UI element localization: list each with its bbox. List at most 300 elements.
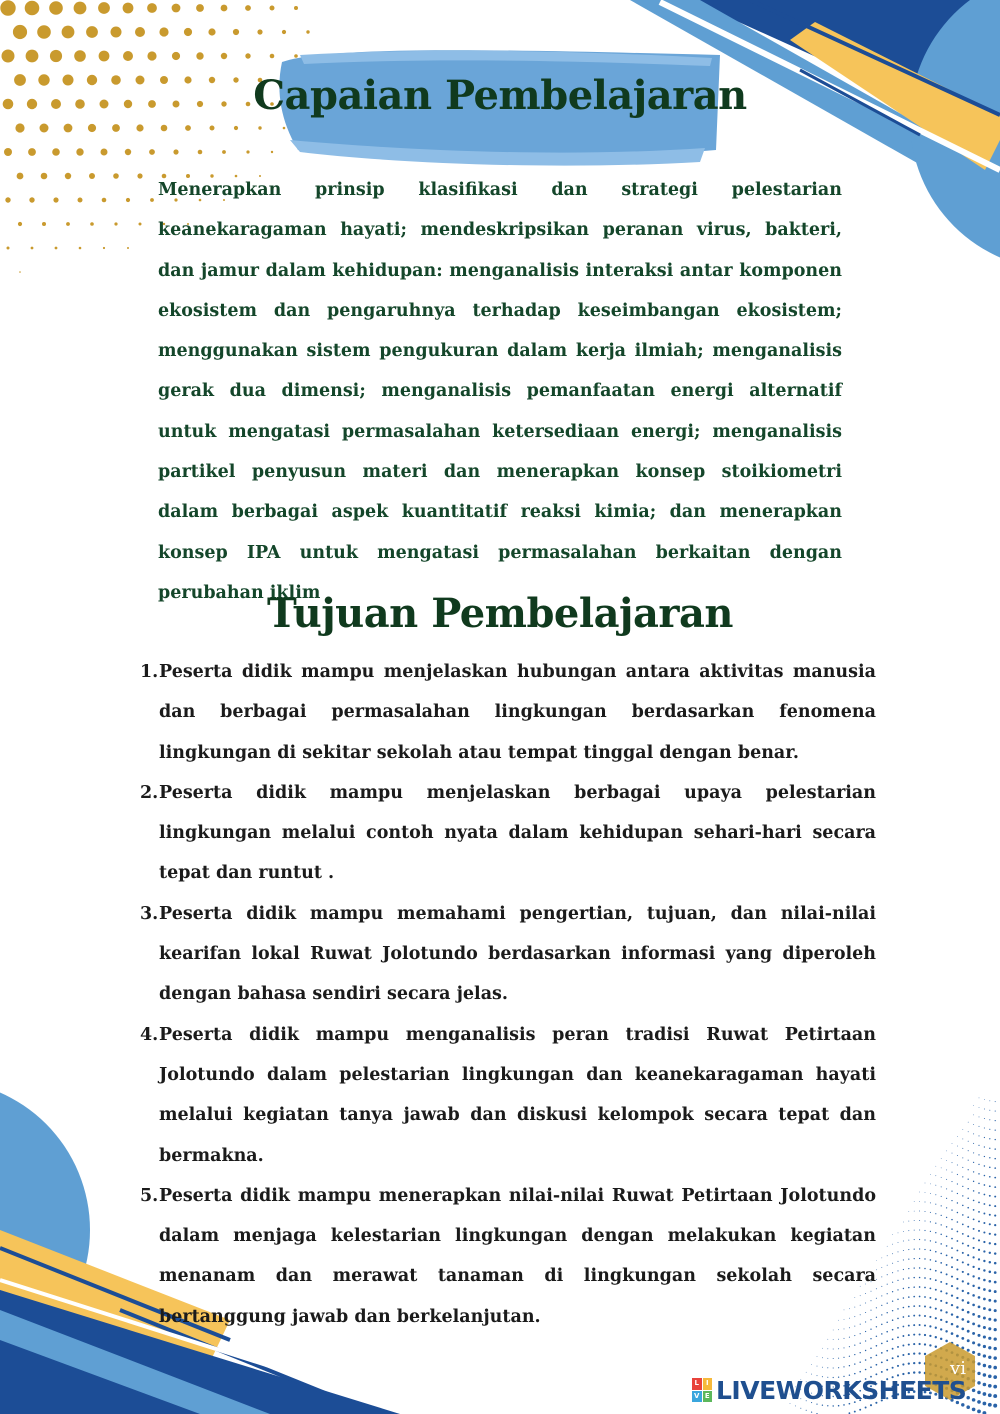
gold-dot — [101, 149, 108, 156]
blue-dot — [989, 1138, 990, 1139]
blue-dot — [988, 1375, 992, 1379]
blue-dot — [860, 1343, 861, 1344]
blue-dot — [940, 1243, 942, 1245]
capaian-title: Capaian Pembelajaran — [253, 72, 747, 119]
gold-dot — [161, 125, 168, 132]
tujuan-item — [140, 652, 876, 773]
blue-dot — [968, 1160, 969, 1161]
blue-dot — [908, 1334, 910, 1336]
blue-dot — [914, 1211, 915, 1212]
blue-dot — [946, 1245, 948, 1247]
blue-dot — [935, 1308, 937, 1310]
blue-dot — [993, 1394, 997, 1398]
blue-dot — [962, 1148, 963, 1149]
blue-dot — [887, 1265, 888, 1266]
blue-dot — [978, 1154, 979, 1155]
blue-dot — [988, 1384, 992, 1388]
blue-dot — [994, 1347, 997, 1350]
blue-dot — [897, 1355, 899, 1357]
blue-dot — [962, 1252, 964, 1254]
tujuan-item — [140, 1015, 876, 1176]
blue-dot — [941, 1224, 942, 1225]
blue-dot — [946, 1264, 948, 1266]
blue-dot — [881, 1362, 883, 1364]
blue-dot — [881, 1352, 883, 1354]
cube-letter: L — [692, 1378, 702, 1390]
blue-dot — [913, 1296, 915, 1298]
blue-dot — [988, 1318, 991, 1321]
blue-dot — [925, 1183, 926, 1184]
blue-dot — [967, 1197, 969, 1199]
blue-dot — [962, 1224, 964, 1226]
blue-dot — [822, 1357, 823, 1358]
blue-dot — [903, 1326, 905, 1328]
blue-dot — [962, 1186, 963, 1187]
blue-dot — [919, 1267, 920, 1268]
blue-dot — [983, 1373, 986, 1376]
blue-dot — [988, 1308, 991, 1311]
blue-dot — [978, 1324, 981, 1327]
blue-dot — [897, 1280, 898, 1281]
blue-dot — [870, 1338, 871, 1339]
blue-dot — [892, 1301, 893, 1302]
blue-dot — [951, 1191, 952, 1192]
blue-dot — [946, 1226, 947, 1227]
liveworksheets-wordmark: LIVEWORKSHEETS — [716, 1375, 967, 1405]
blue-dot — [956, 1250, 958, 1252]
blue-dot — [843, 1366, 844, 1367]
blue-dot — [966, 1405, 970, 1409]
gold-dot — [196, 52, 203, 59]
blue-dot — [935, 1241, 936, 1242]
blue-dot — [983, 1222, 985, 1224]
blue-dot — [918, 1352, 920, 1354]
blue-dot — [946, 1236, 948, 1238]
blue-dot — [972, 1332, 975, 1335]
blue-dot — [919, 1220, 920, 1221]
blue-dot — [967, 1320, 970, 1323]
blue-dot — [968, 1150, 969, 1151]
blue-dot — [941, 1205, 942, 1206]
blue-dot — [892, 1348, 894, 1350]
blue-dot — [962, 1261, 964, 1263]
blue-dot — [962, 1176, 963, 1177]
blue-dot — [989, 1157, 990, 1158]
blue-dot — [892, 1367, 894, 1369]
blue-dot — [972, 1389, 975, 1392]
blue-dot — [914, 1249, 915, 1250]
blue-dot — [860, 1352, 861, 1353]
gold-dot — [147, 51, 156, 60]
blue-dot — [978, 1230, 980, 1232]
blue-dot — [957, 1202, 958, 1203]
blue-dot — [977, 1381, 980, 1384]
blue-dot — [984, 1127, 985, 1128]
blue-dot — [827, 1339, 828, 1340]
blue-dot — [989, 1167, 991, 1169]
gold-dot — [90, 222, 94, 226]
blue-dot — [983, 1203, 985, 1205]
blue-dot — [977, 1334, 980, 1337]
gold-dot — [28, 148, 36, 156]
blue-dot — [924, 1324, 926, 1326]
gold-dot — [221, 5, 228, 12]
blue-dot — [849, 1365, 850, 1366]
item-number: 1. — [140, 662, 159, 682]
gold-dot — [19, 271, 21, 273]
gold-dot — [137, 173, 142, 178]
gold-dot — [29, 197, 34, 202]
blue-dot — [967, 1216, 969, 1218]
gold-dot — [41, 173, 48, 180]
blue-dot — [908, 1362, 910, 1364]
blue-dot — [903, 1316, 905, 1318]
blue-dot — [924, 1334, 926, 1336]
blue-dot — [849, 1346, 850, 1347]
gold-dot — [135, 27, 145, 37]
blue-dot — [881, 1258, 882, 1259]
blue-dot — [924, 1353, 926, 1355]
blue-dot — [973, 1143, 974, 1144]
blue-dot — [876, 1345, 878, 1347]
blue-dot — [892, 1329, 894, 1331]
blue-dot — [972, 1266, 974, 1268]
gold-dot — [42, 222, 46, 226]
liveworksheets-logo[interactable] — [692, 1370, 966, 1410]
blue-dot — [956, 1306, 958, 1308]
blue-dot — [946, 1283, 948, 1285]
blue-dot — [913, 1362, 915, 1364]
blue-dot — [993, 1356, 996, 1359]
gold-dot — [127, 247, 129, 249]
gold-dot — [66, 222, 70, 226]
gold-dot — [4, 148, 12, 156]
blue-dot — [968, 1169, 969, 1170]
blue-dot — [962, 1195, 963, 1196]
blue-dot — [978, 1211, 980, 1213]
blue-dot — [972, 1313, 975, 1316]
blue-dot — [967, 1330, 970, 1333]
blue-dot — [881, 1324, 882, 1325]
blue-dot — [989, 1252, 991, 1254]
blue-dot — [989, 1100, 990, 1101]
blue-dot — [886, 1340, 888, 1342]
tujuan-item — [140, 1176, 876, 1337]
tujuan-item — [140, 773, 876, 894]
blue-dot — [989, 1204, 991, 1206]
gold-dot — [111, 27, 122, 38]
blue-dot — [978, 1220, 980, 1222]
blue-dot — [898, 1233, 899, 1234]
gold-dot — [208, 28, 215, 35]
blue-dot — [988, 1403, 992, 1407]
gold-dot — [150, 198, 154, 202]
blue-dot — [952, 1143, 953, 1144]
blue-dot — [973, 1181, 974, 1182]
blue-dot — [957, 1231, 959, 1233]
blue-dot — [994, 1148, 995, 1149]
blue-dot — [908, 1259, 909, 1260]
blue-dot — [940, 1234, 941, 1235]
blue-dot — [978, 1268, 980, 1270]
gold-dot — [103, 247, 105, 249]
blue-dot — [930, 1259, 932, 1261]
blue-dot — [870, 1366, 872, 1368]
blue-dot — [929, 1306, 931, 1308]
blue-dot — [984, 1118, 985, 1119]
blue-dot — [957, 1212, 959, 1214]
blue-dot — [968, 1141, 969, 1142]
blue-dot — [983, 1364, 986, 1367]
tujuan-item — [140, 894, 876, 1015]
blue-dot — [973, 1218, 975, 1220]
blue-dot — [946, 1292, 948, 1294]
blue-dot — [994, 1167, 996, 1169]
blue-dot — [892, 1357, 894, 1359]
gold-dot — [271, 151, 273, 153]
blue-dot — [957, 1240, 959, 1242]
gold-dot — [55, 247, 58, 250]
blue-dot — [887, 1303, 888, 1304]
blue-dot — [979, 1098, 980, 1099]
blue-dot — [892, 1253, 893, 1254]
blue-dot — [994, 1328, 997, 1331]
blue-dot — [903, 1297, 905, 1299]
blue-dot — [994, 1224, 996, 1226]
blue-dot — [994, 1252, 996, 1254]
blue-dot — [983, 1392, 987, 1396]
blue-dot — [962, 1309, 965, 1312]
gold-dot — [112, 124, 120, 132]
gold-dot — [76, 148, 83, 155]
gold-dot — [196, 4, 204, 12]
blue-dot — [972, 1304, 975, 1307]
blue-dot — [881, 1295, 882, 1296]
blue-dot — [908, 1353, 910, 1355]
blue-dot — [897, 1261, 898, 1262]
blue-dot — [973, 1171, 974, 1172]
blue-dot — [919, 1315, 921, 1317]
blue-dot — [946, 1160, 947, 1161]
blue-dot — [843, 1347, 844, 1348]
blue-dot — [951, 1219, 952, 1220]
blue-dot — [935, 1194, 936, 1195]
gold-dot — [306, 30, 309, 33]
blue-dot — [881, 1286, 882, 1287]
blue-dot — [951, 1228, 953, 1230]
gold-dot — [147, 3, 157, 13]
blue-dot — [929, 1316, 931, 1318]
blue-dot — [983, 1317, 986, 1320]
blue-dot — [988, 1289, 991, 1292]
blue-dot — [930, 1221, 931, 1222]
blue-dot — [913, 1343, 915, 1345]
blue-dot — [854, 1344, 855, 1345]
blue-dot — [957, 1146, 958, 1147]
gold-dot — [233, 29, 239, 35]
blue-dot — [961, 1328, 964, 1331]
blue-dot — [973, 1200, 975, 1202]
blue-dot — [962, 1271, 964, 1273]
blue-dot — [995, 1129, 996, 1130]
blue-dot — [930, 1250, 931, 1251]
blue-dot — [989, 1233, 991, 1235]
blue-dot — [935, 1223, 936, 1224]
gold-dot — [294, 54, 298, 58]
blue-dot — [919, 1211, 920, 1212]
blue-dot — [892, 1263, 893, 1264]
blue-dot — [962, 1129, 963, 1130]
blue-dot — [908, 1221, 909, 1222]
blue-dot — [903, 1241, 904, 1242]
blue-dot — [919, 1277, 921, 1279]
gold-dot — [198, 150, 203, 155]
blue-dot — [983, 1383, 987, 1387]
gold-dot — [123, 3, 134, 14]
blue-dot — [972, 1398, 976, 1402]
gold-dot — [99, 51, 110, 62]
capaian-paragraph: Menerapkan prinsip klasifikasi dan strategi pelestarian keanekaragaman hayati; mendeskripsikan peranan virus, bakteri, dan jamur dalam kehidupan: menganalisis interaksi antar komponen ekosistem dan pengaruhnya terhadap keseimbangan ekosistem; menggunakan sistem pengukuran dalam kerja ilmiah; menganalisis gerak dua dimensi; menganalisis pemanfaatan energi alternatif untuk mengatasi permasalahan ketersediaan energi; menganalisis partikel penyusun materi dan menerapkan konsep stoikiometri dalam berbagai aspek kuantitatif reaksi kimia; dan menerapkan konsep IPA untuk mengatasi permasalahan berkaitan dengan perubahan iklim — [158, 180, 842, 603]
blue-dot — [935, 1232, 936, 1233]
blue-dot — [978, 1296, 981, 1299]
page-number: vi — [950, 1358, 966, 1379]
gold-dot — [172, 4, 181, 13]
blue-dot — [979, 1116, 980, 1117]
blue-dot — [983, 1241, 985, 1243]
blue-dot — [984, 1184, 986, 1186]
blue-dot — [897, 1270, 898, 1271]
blue-dot — [962, 1138, 963, 1139]
blue-dot — [989, 1223, 991, 1225]
blue-dot — [913, 1334, 915, 1336]
blue-dot — [946, 1169, 947, 1170]
gold-dot — [123, 51, 133, 61]
blue-dot — [989, 1242, 991, 1244]
blue-dot — [984, 1109, 985, 1110]
blue-dot — [935, 1270, 937, 1272]
gold-dot — [234, 126, 238, 130]
blue-dot — [941, 1215, 942, 1216]
blue-dot — [994, 1290, 997, 1293]
blue-dot — [924, 1220, 925, 1221]
blue-dot — [989, 1176, 991, 1178]
blue-dot — [913, 1277, 914, 1278]
blue-dot — [908, 1249, 909, 1250]
blue-dot — [989, 1129, 990, 1130]
gold-dot — [2, 50, 15, 63]
gold-dot — [282, 30, 286, 34]
gold-dot — [31, 247, 34, 250]
blue-dot — [978, 1192, 980, 1194]
blue-dot — [897, 1346, 899, 1348]
blue-dot — [919, 1296, 921, 1298]
gold-dot — [245, 53, 250, 58]
blue-dot — [972, 1351, 975, 1354]
gold-dot — [98, 2, 110, 14]
blue-dot — [876, 1364, 878, 1366]
blue-dot — [994, 1215, 996, 1217]
blue-dot — [838, 1367, 839, 1368]
blue-dot — [967, 1207, 969, 1209]
blue-dot — [876, 1288, 877, 1289]
item-text: Peserta didik mampu menganalisis peran tradisi Ruwat Petirtaan Jolotundo dalam pelestarian lingkungan dan keanekaragaman hayati melalui kegiatan tanya jawab dan diskusi kelompok secara tepat dan bermakna. — [159, 1024, 876, 1166]
blue-dot — [973, 1237, 975, 1239]
blue-dot — [956, 1316, 959, 1319]
gold-dot — [53, 197, 58, 202]
blue-dot — [973, 1190, 975, 1192]
blue-dot — [897, 1318, 899, 1320]
item-text: Peserta didik mampu menjelaskan berbagai upaya pelestarian lingkungan melalui contoh nyata dalam kehidupan sehari-hari secara tepat dan runtut . — [159, 782, 876, 884]
blue-dot — [951, 1181, 952, 1182]
blue-dot — [995, 1111, 996, 1112]
item-number: 4. — [140, 1024, 159, 1045]
blue-dot — [994, 1243, 996, 1245]
blue-dot — [978, 1306, 981, 1309]
blue-dot — [940, 1319, 942, 1321]
blue-dot — [897, 1365, 899, 1367]
blue-dot — [952, 1153, 953, 1154]
blue-dot — [983, 1213, 985, 1215]
blue-dot — [994, 1233, 996, 1235]
blue-dot — [984, 1146, 985, 1147]
blue-dot — [940, 1338, 942, 1340]
blue-dot — [988, 1346, 991, 1349]
blue-dot — [978, 1164, 979, 1165]
blue-dot — [989, 1271, 992, 1274]
blue-dot — [973, 1247, 975, 1249]
blue-dot — [973, 1228, 975, 1230]
blue-dot — [914, 1239, 915, 1240]
blue-dot — [925, 1192, 926, 1193]
blue-dot — [827, 1367, 828, 1368]
item-number: 3. — [140, 903, 159, 924]
blue-dot — [973, 1209, 975, 1211]
blue-dot — [973, 1256, 975, 1258]
blue-dot — [817, 1356, 818, 1357]
blue-dot — [908, 1344, 910, 1346]
blue-dot — [972, 1322, 975, 1325]
cube-letter: V — [692, 1391, 702, 1403]
blue-dot — [844, 1338, 845, 1339]
blue-dot — [903, 1231, 904, 1232]
blue-dot — [988, 1356, 991, 1359]
item-number: 5. — [140, 1185, 159, 1206]
blue-dot — [946, 1217, 947, 1218]
blue-dot — [941, 1186, 942, 1187]
blue-dot — [978, 1183, 980, 1185]
blue-dot — [984, 1175, 986, 1177]
blue-dot — [994, 1262, 997, 1265]
blue-dot — [924, 1287, 926, 1289]
blue-dot — [930, 1184, 931, 1185]
blue-dot — [887, 1293, 888, 1294]
blue-dot — [919, 1343, 921, 1345]
blue-dot — [919, 1333, 921, 1335]
blue-dot — [854, 1354, 855, 1355]
blue-dot — [897, 1337, 899, 1339]
gold-dot — [7, 247, 10, 250]
cube-letter: E — [703, 1391, 713, 1403]
blue-dot — [967, 1254, 969, 1256]
liveworksheets-cube-icon — [692, 1378, 712, 1402]
blue-dot — [962, 1214, 964, 1216]
gold-dot — [74, 50, 86, 62]
blue-dot — [903, 1288, 904, 1289]
blue-dot — [919, 1192, 920, 1193]
blue-dot — [988, 1327, 991, 1330]
blue-dot — [983, 1269, 985, 1271]
blue-dot — [822, 1367, 823, 1368]
